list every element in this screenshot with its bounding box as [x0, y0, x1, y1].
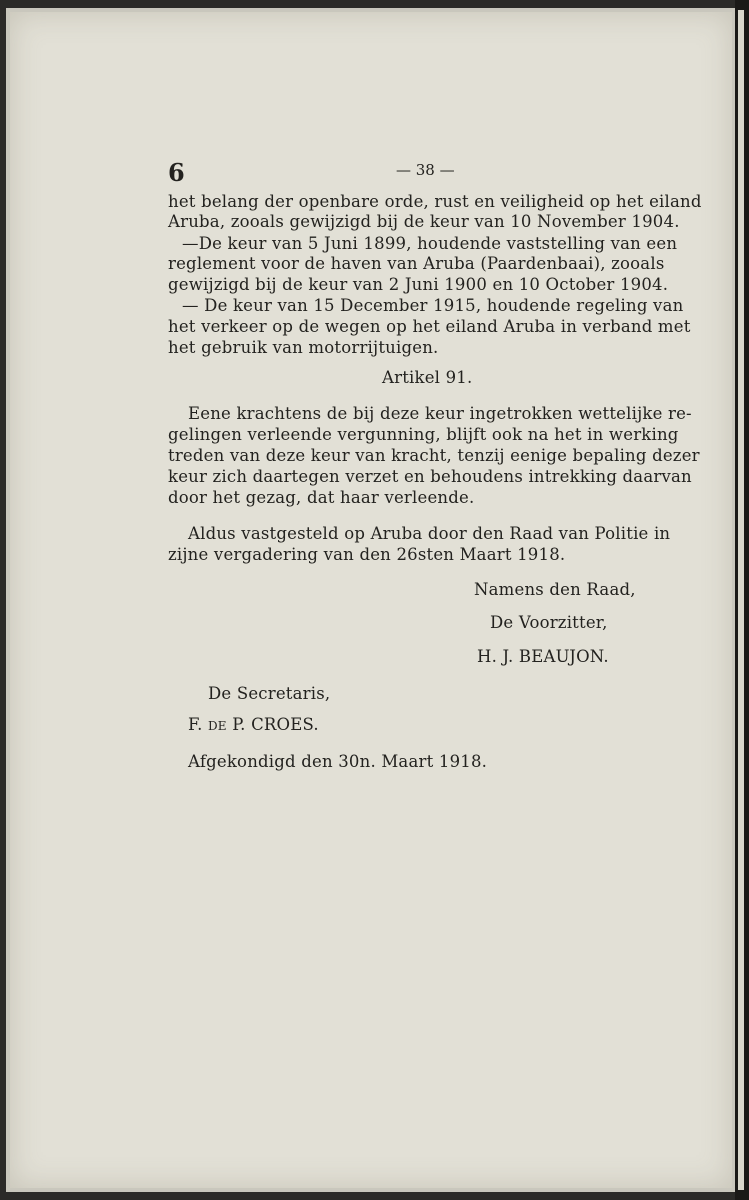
adoption-line: Aldus vastgesteld op Aruba door den Raad van Politie in	[188, 524, 671, 543]
article-line: treden van deze keur van kracht, tenzij eenige bepaling dezer	[168, 446, 700, 465]
secretary-title: De Secretaris,	[208, 684, 331, 703]
book-spine-edge	[735, 0, 749, 1200]
on-behalf-of-council: Namens den Raad,	[474, 580, 636, 599]
body-line: het verkeer op de wegen op het eiland Aruba in verband met	[168, 317, 691, 336]
body-line: Aruba, zooals gewijzigd bij de keur van 10 November 1904.	[168, 212, 680, 231]
secretary-initial: F.	[188, 715, 203, 734]
running-page-number: — 38 —	[396, 161, 455, 179]
article-line: door het gezag, dat haar verleende.	[168, 488, 475, 507]
body-line: reglement voor de haven van Aruba (Paardenbaai), zooals	[168, 254, 665, 273]
article-line: keur zich daartegen verzet en behoudens intrekking daarvan	[168, 467, 692, 486]
secretary-particle: de	[207, 715, 227, 734]
body-line: —De keur van 5 Juni 1899, houdende vaststelling van een	[182, 234, 678, 253]
chair-name: H. J. BEAUJON.	[477, 647, 609, 666]
promulgation-line: Afgekondigd den 30n. Maart 1918.	[188, 752, 488, 771]
page-number: 6	[168, 158, 185, 187]
secretary-surname: P. CROES.	[232, 715, 319, 734]
body-line: gewijzigd bij de keur van 2 Juni 1900 en 10 October 1904.	[168, 275, 669, 294]
secretary-name	[188, 715, 319, 735]
body-line: het belang der openbare orde, rust en veiligheid op het eiland	[168, 192, 702, 211]
article-heading: Artikel 91.	[382, 368, 473, 387]
adoption-line: zijne vergadering van den 26sten Maart 1918.	[168, 545, 566, 564]
body-line: het gebruik van motorrijtuigen.	[168, 338, 439, 357]
article-line: Eene krachtens de bij deze keur ingetrokken wettelijke re-	[188, 404, 692, 423]
chair-title: De Voorzitter,	[490, 613, 608, 632]
article-line: gelingen verleende vergunning, blijft ook na het in werking	[168, 425, 679, 444]
body-line: — De keur van 15 December 1915, houdende regeling van	[182, 296, 684, 315]
document-page	[10, 12, 732, 1188]
